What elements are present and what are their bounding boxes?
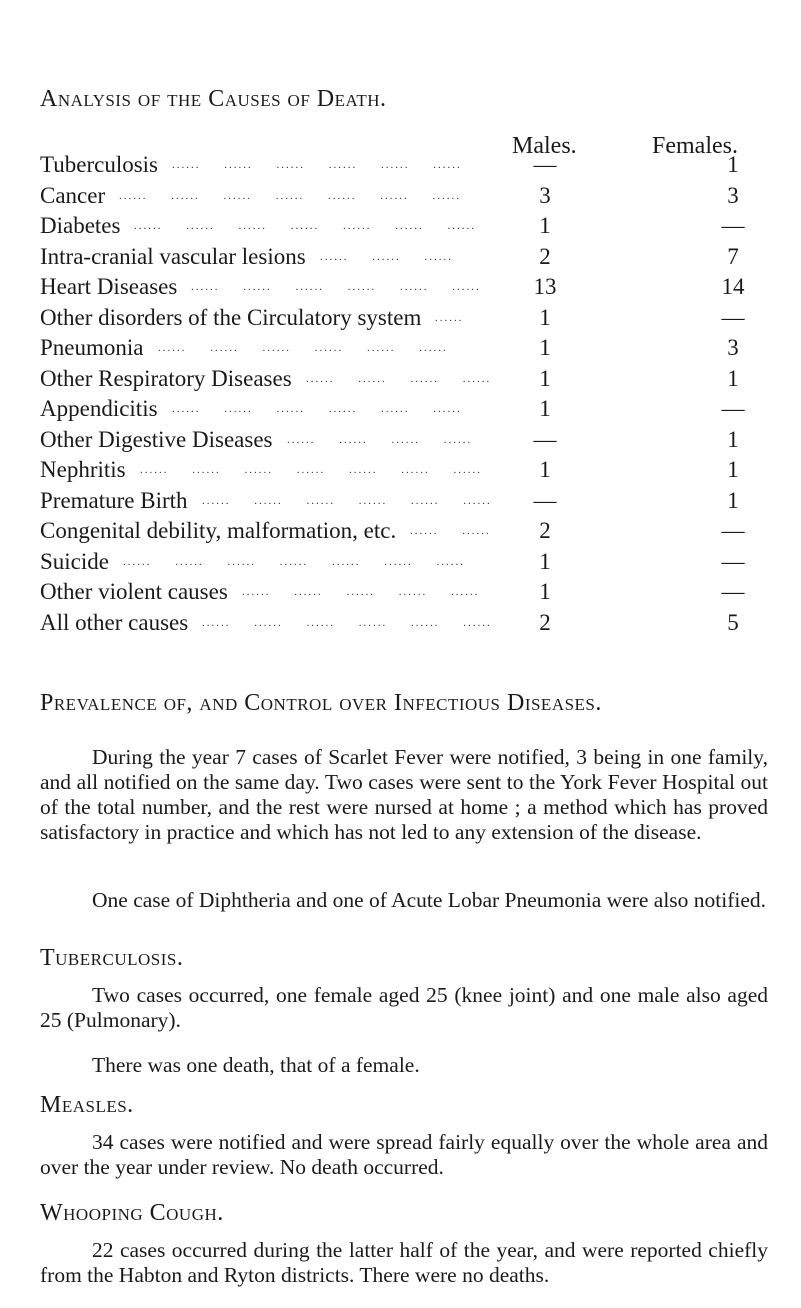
table-row xyxy=(40,181,770,212)
tuberculosis-heading: Tuberculosis. xyxy=(40,945,184,971)
table-row xyxy=(40,486,770,517)
females-value: 3 xyxy=(727,335,739,360)
whooping-cough-paragraph: 22 cases occurred during the latter half of the year, and were reported chiefly from the Habton and Ryton districts. There were no deaths. xyxy=(40,1238,768,1287)
tuberculosis-paragraph-1: Two cases occurred, one female aged 25 (knee joint) and one male also aged 25 (Pulmonary). xyxy=(40,983,768,1032)
leader-dots: ...... ...... ...... ...... ...... ...... ...... xyxy=(119,189,485,202)
leader-dots: ...... ...... ...... ...... ...... ...... xyxy=(191,281,505,293)
females-value: 7 xyxy=(727,243,739,269)
females-value: 1 xyxy=(727,365,739,391)
females-column-header: Females. xyxy=(652,133,738,159)
females-value: 1 xyxy=(727,457,739,482)
cause-label: Intra-cranial vascular lesions xyxy=(40,243,306,269)
leader-dots: ...... ...... ...... ...... ...... ...... ...... xyxy=(140,464,506,476)
leader-dots: ...... ...... ...... ...... ...... xyxy=(242,586,504,598)
cause-label: Diabetes xyxy=(40,213,121,238)
table-row xyxy=(40,394,770,425)
leader-dots: ...... ...... ...... ...... xyxy=(287,433,496,446)
table-row xyxy=(40,577,770,608)
cause-label: Pneumonia xyxy=(40,335,144,360)
leader-dots: ...... ...... ...... ...... ...... ...... xyxy=(172,159,486,171)
measles-paragraph: 34 cases were notified and were spread fairly equally over the whole area and over the year under review. No death occurred. xyxy=(40,1130,768,1179)
females-value: 14 xyxy=(721,274,745,299)
table-row xyxy=(40,455,770,486)
males-value: 1 xyxy=(539,579,551,604)
males-value: 2 xyxy=(539,243,551,269)
males-value: 1 xyxy=(539,304,551,330)
males-value: 3 xyxy=(539,182,551,208)
cause-label: Nephritis xyxy=(40,457,126,482)
cause-label: Premature Birth xyxy=(40,487,188,513)
table-row xyxy=(40,364,770,395)
males-value: 1 xyxy=(539,335,551,360)
females-value: 1 xyxy=(727,426,739,452)
cause-label: Appendicitis xyxy=(40,396,158,421)
cause-label: Heart Diseases xyxy=(40,274,178,299)
females-value: — xyxy=(721,548,745,574)
females-value: — xyxy=(721,396,745,421)
cause-label: Other disorders of the Circulatory system xyxy=(40,304,422,330)
table-row xyxy=(40,303,770,334)
cause-label: Congenital debility, malformation, etc. xyxy=(40,518,397,543)
causes-of-death-table xyxy=(40,150,770,638)
table-row xyxy=(40,211,770,242)
males-value: — xyxy=(533,487,557,513)
leader-dots: ...... ...... ...... ...... ...... ...... xyxy=(172,403,486,415)
females-value: — xyxy=(721,579,745,604)
cause-label: All other causes xyxy=(40,609,189,635)
females-value: 1 xyxy=(727,152,739,177)
leader-dots: ...... ...... ...... ...... ...... ...... ...... xyxy=(123,555,489,568)
table-row xyxy=(40,425,770,456)
measles-heading: Measles. xyxy=(40,1092,134,1118)
males-value: 2 xyxy=(539,609,551,635)
males-column-header: Males. xyxy=(512,133,577,159)
prevalence-heading: Prevalence of, and Control over Infectious Diseases. xyxy=(40,690,602,716)
table-row xyxy=(40,516,770,547)
diphtheria-paragraph: One case of Diphtheria and one of Acute Lobar Pneumonia were also notified. xyxy=(92,888,767,912)
leader-dots: ...... ...... ...... ...... ...... ...... xyxy=(202,494,516,507)
leader-dots: ...... ...... xyxy=(410,525,515,537)
table-row xyxy=(40,242,770,273)
females-value: 1 xyxy=(727,487,739,513)
leader-dots: ...... xyxy=(435,311,488,324)
tuberculosis-paragraph-2: There was one death, that of a female. xyxy=(92,1053,420,1077)
table-row xyxy=(40,547,770,578)
males-value: 2 xyxy=(539,518,551,543)
cause-label: Tuberculosis xyxy=(40,152,158,177)
table-row xyxy=(40,608,770,639)
males-value: 1 xyxy=(539,365,551,391)
males-value: 1 xyxy=(539,548,551,574)
females-value: 3 xyxy=(727,182,739,208)
scarlet-fever-paragraph: During the year 7 cases of Scarlet Fever were notified, 3 being in one family, and all notified on the same day. Two cases were sent to the York Fever Hospital out of the total number, and the rest were nursed at home ; a method which has proved satisfactory in practice and which has not led to any extension of the disease. xyxy=(40,745,768,844)
table-row xyxy=(40,150,770,181)
leader-dots: ...... ...... ...... ...... ...... ...... xyxy=(158,342,472,354)
males-value: 1 xyxy=(539,213,551,238)
females-value: — xyxy=(721,304,745,330)
table-row xyxy=(40,333,770,364)
leader-dots: ...... ...... ...... ...... xyxy=(306,372,515,385)
leader-dots: ...... ...... ...... xyxy=(320,250,477,263)
table-row xyxy=(40,272,770,303)
males-value: — xyxy=(533,152,557,177)
whooping-cough-heading: Whooping Cough. xyxy=(40,1200,224,1226)
males-value: — xyxy=(533,426,557,452)
cause-label: Cancer xyxy=(40,182,106,208)
leader-dots: ...... ...... ...... ...... ...... ...... xyxy=(202,616,516,629)
cause-label: Other Respiratory Diseases xyxy=(40,365,292,391)
males-value: 1 xyxy=(539,396,551,421)
cause-label: Suicide xyxy=(40,548,109,574)
males-value: 13 xyxy=(533,274,557,299)
females-value: 5 xyxy=(727,609,739,635)
leader-dots: ...... ...... ...... ...... ...... ...... ...... xyxy=(134,220,500,232)
cause-label: Other violent causes xyxy=(40,579,228,604)
females-value: — xyxy=(721,518,745,543)
females-value: — xyxy=(721,213,745,238)
males-value: 1 xyxy=(539,457,551,482)
analysis-heading: Analysis of the Causes of Death. xyxy=(40,86,387,112)
cause-label: Other Digestive Diseases xyxy=(40,426,273,452)
